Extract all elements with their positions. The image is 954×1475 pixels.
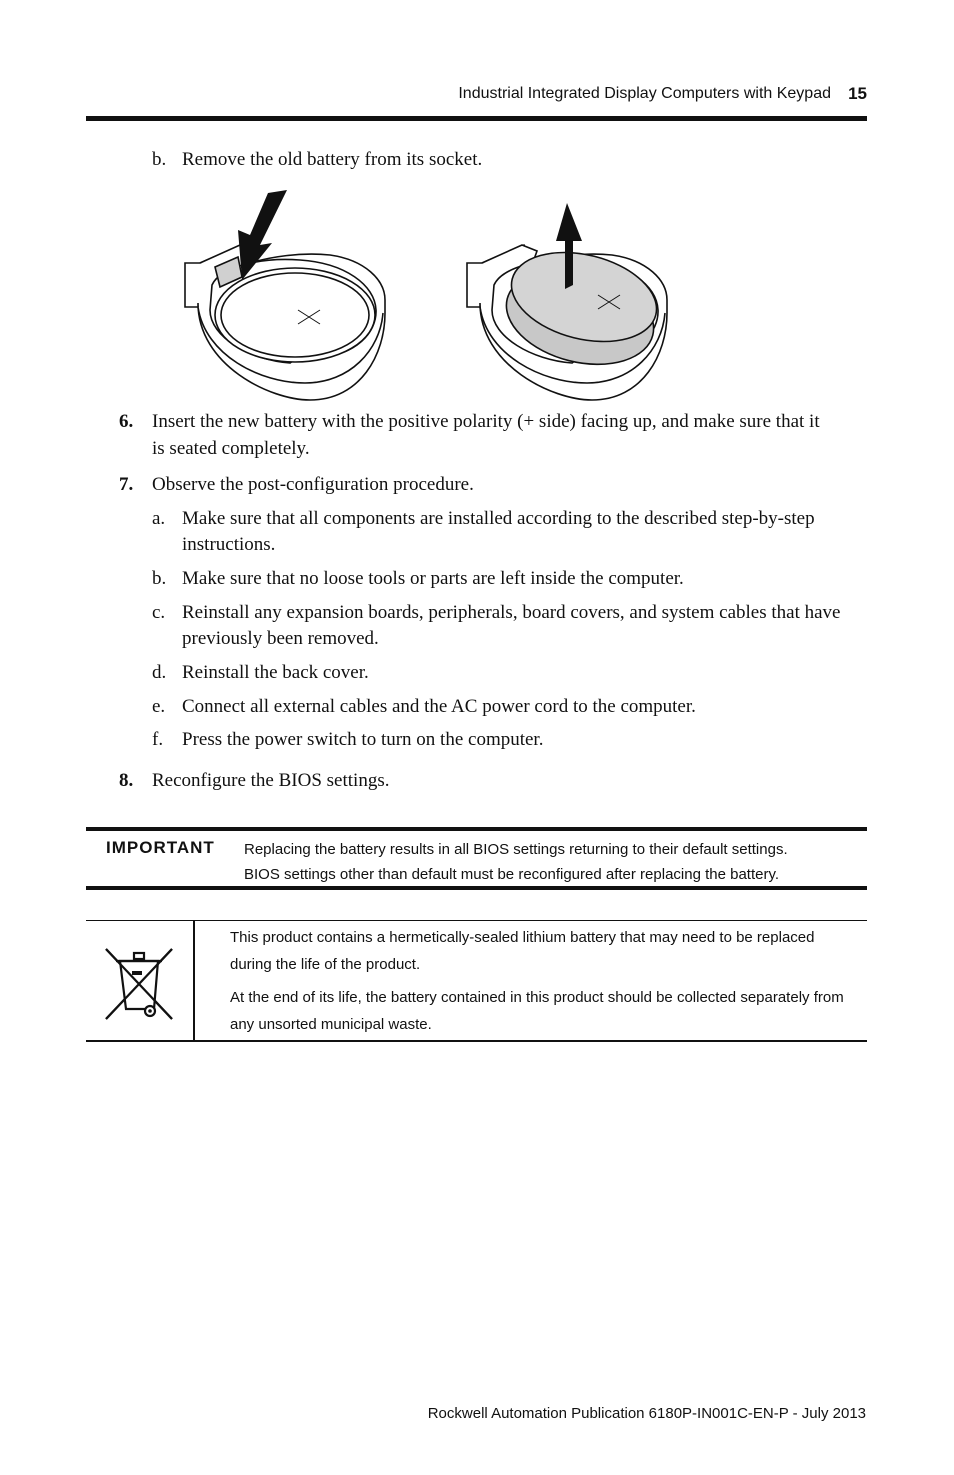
substep-text: Remove the old battery from its socket.	[182, 149, 483, 170]
important-text	[244, 837, 788, 887]
substep-marker: a.	[152, 508, 166, 529]
crossed-out-wheelie-bin-icon	[102, 943, 176, 1023]
battery-removal-illustration	[180, 185, 680, 405]
disposal-paragraph: At the end of its life, the battery contained in this product should be collected separately from any unsorted municipal waste.	[230, 989, 844, 1033]
substep-text: Reinstall the back cover.	[182, 662, 369, 683]
step-number: 8.	[119, 770, 134, 791]
step-number: 6.	[119, 411, 134, 432]
important-label: IMPORTANT	[106, 838, 215, 857]
substep-marker: b.	[152, 568, 167, 589]
substep-text: Make sure that no loose tools or parts are left inside the computer.	[182, 568, 684, 589]
header-rule	[86, 116, 867, 121]
substep-marker: e.	[152, 696, 166, 717]
substep-text-continued: instructions.	[182, 534, 276, 555]
substep-text: Connect all external cables and the AC power cord to the computer.	[182, 696, 696, 717]
battery-socket-left	[185, 235, 385, 400]
column-divider	[193, 921, 195, 1040]
substep-marker: c.	[152, 602, 166, 623]
important-line: BIOS settings other than default must be reconfigured after replacing the battery.	[244, 866, 780, 883]
running-title: Industrial Integrated Display Computers with Keypad	[458, 85, 831, 102]
step-text-continued: is seated completely.	[152, 438, 310, 459]
substep-marker: b.	[152, 149, 167, 170]
substep-text: Reinstall any expansion boards, peripherals, board covers, and system cables that have	[182, 602, 841, 623]
substep-text: Press the power switch to turn on the computer.	[182, 729, 544, 750]
important-line: Replacing the battery results in all BIOS settings returning to their default settings.	[244, 841, 788, 858]
step-text: Insert the new battery with the positive polarity (+ side) facing up, and make sure that it	[152, 411, 820, 432]
step-text: Reconfigure the BIOS settings.	[152, 770, 390, 791]
page-header	[86, 80, 867, 126]
substep-marker: d.	[152, 662, 167, 683]
substep-text: Make sure that all components are installed according to the described step-by-step	[182, 508, 815, 529]
page-footer: Rockwell Automation Publication 6180P-IN001C-EN-P - July 2013	[427, 1405, 866, 1422]
step-text: Observe the post-configuration procedure.	[152, 474, 474, 495]
step-number: 7.	[119, 474, 134, 495]
substep-marker: f.	[152, 729, 164, 750]
battery-disposal-notice	[86, 920, 867, 1042]
page-number: 15	[848, 84, 867, 103]
substep-text-continued: previously been removed.	[182, 628, 379, 649]
important-notice	[86, 827, 867, 890]
disposal-paragraph: This product contains a hermetically-sealed lithium battery that may need to be replaced during the life of the product.	[230, 929, 815, 973]
